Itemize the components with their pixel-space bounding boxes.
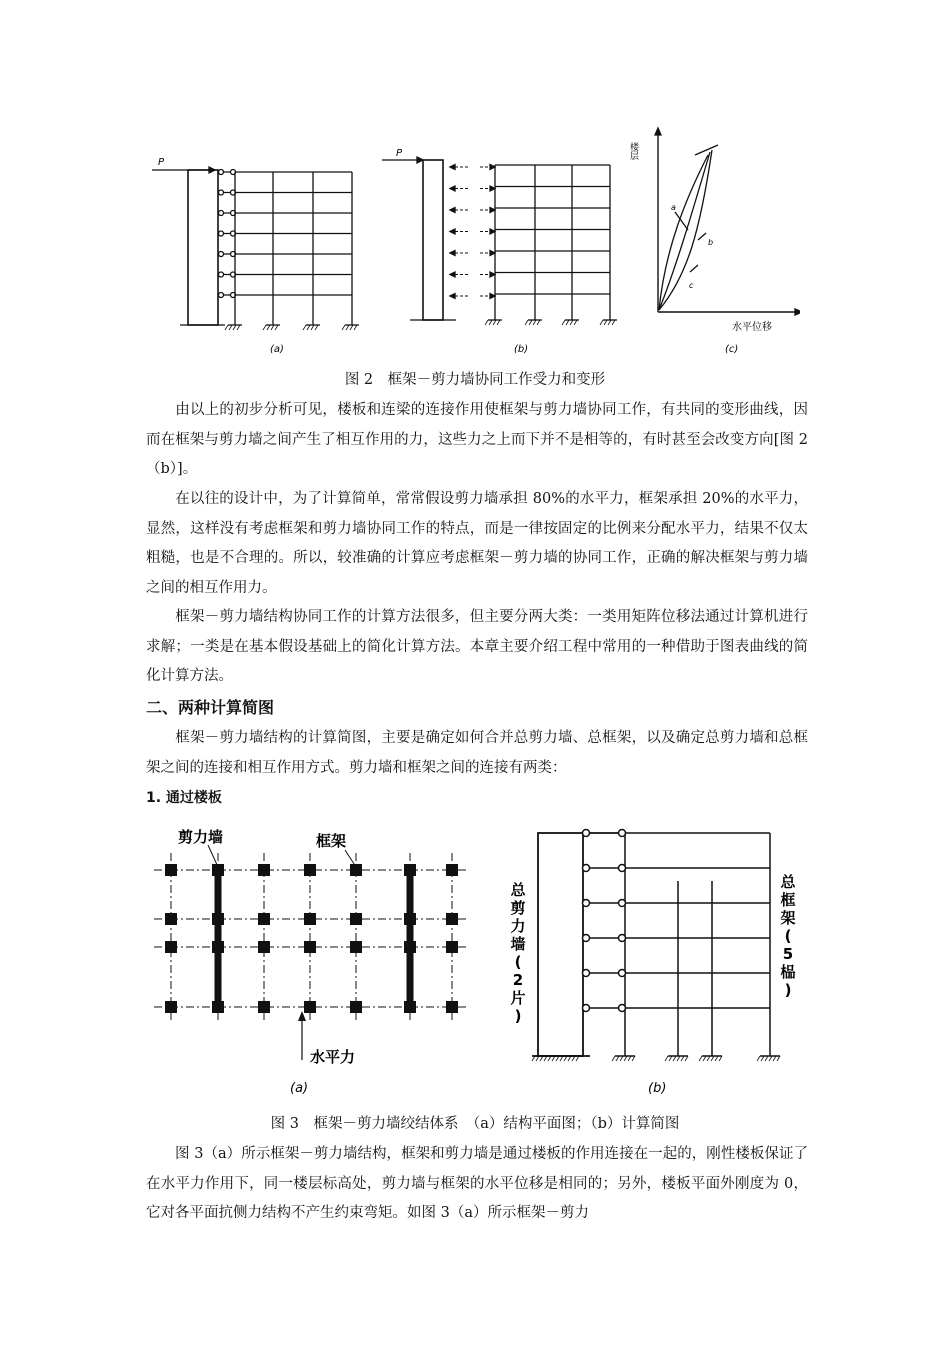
fig3b-wall-label: [510, 881, 526, 1025]
fig3b-hinge-wall-5: [583, 1005, 590, 1012]
fig3a-column-3-0: [304, 864, 316, 876]
fig3b-frame-label-char-3: (: [784, 927, 792, 945]
fig3b-wall-label-char-4: (: [514, 953, 522, 971]
figure-3-caption: 图 3 框架－剪力墙绞结体系 （a）结构平面图；（b）计算简图: [270, 1116, 680, 1132]
fig3b-hinge-frame-1: [619, 865, 626, 872]
fig3b-wall-label-char-6: 片: [510, 989, 526, 1007]
fig3a-column-0-0: [165, 864, 177, 876]
fig3a-column-6-0: [446, 864, 458, 876]
fig3a-column-5-0: [404, 864, 416, 876]
fig3a-column-1-2: [212, 941, 224, 953]
paragraph-1: 由以上的初步分析可见，楼板和连梁的连接作用使框架与剪力墙协同工作，有共同的变形曲线，因而在框架与剪力墙之间产生了相互作用的力，这些力之上而下并不是相等的，有时甚至会改变方向[图 2（b）]。: [146, 402, 808, 477]
fig3a-caption: (a): [290, 1081, 309, 1096]
fig3b-caption: (b): [648, 1081, 667, 1096]
fig3a-column-2-3: [258, 1001, 270, 1013]
fig3a-column-4-3: [350, 1001, 362, 1013]
fig3b-hinge-frame-4: [619, 970, 626, 977]
fig3b-hinge-wall-2: [583, 900, 590, 907]
fig3a-wall-label: 剪力墙: [178, 828, 224, 846]
fig2a-load-label: P: [158, 157, 165, 168]
paragraph-4: 框架－剪力墙结构的计算简图，主要是确定如何合并总剪力墙、总框架，以及确定总剪力墙和总框架之间的连接和相互作用方式。剪力墙和框架之间的连接有两类：: [146, 730, 808, 776]
fig3a-column-1-3: [212, 1001, 224, 1013]
fig2c-curve-label-a: a: [671, 203, 676, 212]
fig2c-x-axis-label: 水平位移: [732, 322, 772, 333]
paragraph-3: 框架－剪力墙结构协同工作的计算方法很多，但主要分两大类：一类用矩阵位移法通过计算机进行求解；一类是在基本假设基础上的简化计算方法。本章主要介绍工程中常用的一种借助于图表曲线的简化计算方法。: [146, 609, 808, 684]
fig3b-hinge-wall-1: [583, 865, 590, 872]
curve-a: [659, 155, 708, 310]
fig2c-curve-label-c: c: [689, 281, 694, 290]
fig3b-frame-label-char-2: 架: [780, 909, 796, 927]
fig3b-hinge-frame-0: [619, 830, 626, 837]
fig2b-interaction-diagram: [382, 157, 617, 325]
fig3b-calculation-diagram: [532, 830, 780, 1062]
fig3a-column-4-1: [350, 913, 362, 925]
fig3a-column-2-2: [258, 941, 270, 953]
fig3a-column-5-1: [404, 913, 416, 925]
fig3a-column-2-1: [258, 913, 270, 925]
fig3b-hinge-frame-3: [619, 935, 626, 942]
fig3b-frame-label-char-0: 总: [780, 873, 796, 891]
figure-3: [140, 815, 800, 1105]
fig3a-column-6-1: [446, 913, 458, 925]
fig2b-load-label: P: [396, 148, 403, 159]
figure-2: [140, 120, 800, 360]
fig2a-caption: (a): [270, 344, 284, 355]
fig3a-column-4-2: [350, 941, 362, 953]
fig3a-column-5-2: [404, 941, 416, 953]
fig3a-column-2-0: [258, 864, 270, 876]
fig3b-wall-label-char-3: 墙: [510, 935, 526, 953]
fig3b-wall-label-char-2: 力: [510, 917, 526, 935]
section-heading-2: 二、两种计算简图: [146, 698, 275, 717]
fig3b-wall-label-char-0: 总: [510, 881, 526, 899]
fig3b-frame-label-char-4: 5: [782, 945, 794, 963]
fig3a-column-0-3: [165, 1001, 177, 1013]
fig3b-wall-label-char-1: 剪: [510, 899, 526, 917]
fig3a-column-5-3: [404, 1001, 416, 1013]
fig3a-column-1-1: [212, 913, 224, 925]
fig3b-frame-label-char-5: 榀: [780, 963, 796, 981]
fig3a-column-3-2: [304, 941, 316, 953]
fig2b-caption: (b): [514, 344, 529, 355]
fig2c-deformation-plot: [655, 128, 800, 315]
fig3a-column-6-3: [446, 1001, 458, 1013]
figure-2-caption: 图 2 框架－剪力墙协同工作受力和变形: [344, 372, 606, 388]
paragraph-5: 图 3（a）所示框架－剪力墙结构，框架和剪力墙是通过楼板的作用连接在一起的，刚性楼板保证了在水平力作用下，同一楼层标高处，剪力墙与框架的水平位移是相同的；另外，楼板平面外刚度为 0，它对各平面抗侧力结构不产生约束弯矩。如图 3（a）所示框架－剪力: [146, 1146, 808, 1221]
fig2a-frame-wall-diagram: [152, 167, 359, 330]
subheading-1: 1. 通过楼板: [146, 790, 222, 806]
fig3a-frame-label: 框架: [316, 832, 347, 850]
fig3a-column-3-1: [304, 913, 316, 925]
fig3b-hinge-wall-3: [583, 935, 590, 942]
fig3a-column-4-0: [350, 864, 362, 876]
fig3b-frame-label-char-1: 框: [780, 891, 796, 909]
fig3b-hinge-frame-2: [619, 900, 626, 907]
fig2c-y-axis-label: 楼层: [628, 142, 638, 160]
curve-b: [659, 152, 710, 310]
fig3b-hinge-wall-0: [583, 830, 590, 837]
fig3b-wall-label-char-5: 2: [512, 971, 524, 989]
fig2c-curve-label-b: b: [708, 238, 714, 247]
fig3a-column-0-1: [165, 913, 177, 925]
fig3b-frame-label: [780, 873, 796, 999]
fig3b-hinge-wall-4: [583, 970, 590, 977]
fig3a-column-0-2: [165, 941, 177, 953]
fig2c-caption: (c): [725, 344, 739, 355]
fig3a-column-3-3: [304, 1001, 316, 1013]
fig3b-frame-label-char-6: ): [784, 981, 792, 999]
fig3a-plan-view: [154, 845, 466, 1060]
fig3b-hinge-frame-5: [619, 1005, 626, 1012]
paragraph-2: 在以往的设计中，为了计算简单，常常假设剪力墙承担 80%的水平力，框架承担 20%的水平力，显然，这样没有考虑框架和剪力墙协同工作的特点，而是一律按固定的比例来分配水平力，结果不仅太粗糙，也是不合理的。所以，较准确的计算应考虑框架－剪力墙的协同工作，正确的解决框架与剪力墙之间的相互作用力。: [146, 491, 808, 596]
fig3a-column-6-2: [446, 941, 458, 953]
fig3a-force-label: 水平力: [310, 1048, 356, 1066]
fig3b-wall-label-char-7: ): [514, 1007, 522, 1025]
